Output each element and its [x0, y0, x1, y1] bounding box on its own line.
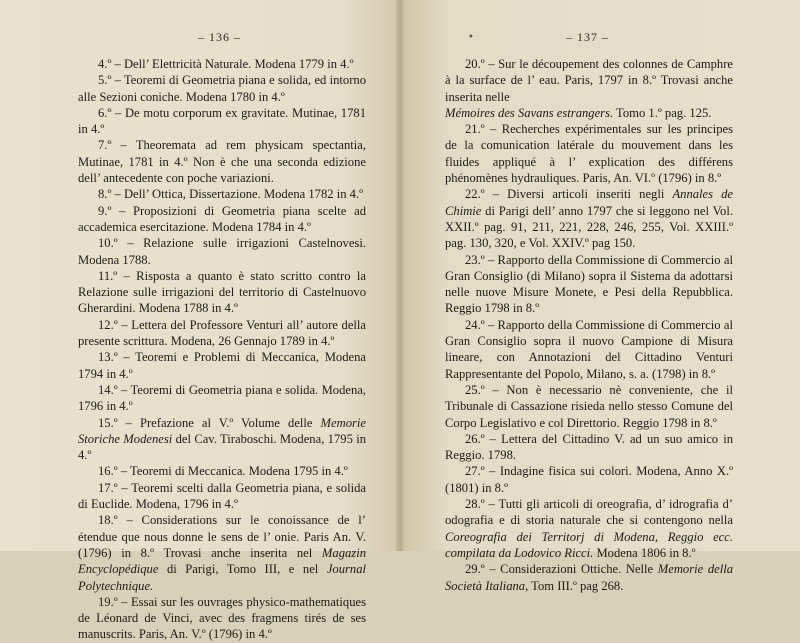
- bibliography-entry: [78, 382, 366, 415]
- bibliography-entry: [445, 463, 733, 496]
- entry-text: 17.º – Teoremi scelti dalla Geometria piana, e solida di Euclide. Modena, 1796 in 4.º: [78, 480, 366, 512]
- entry-text: 8.º – Dell’ Ottica, Dissertazione. Modena 1782 in 4.º: [98, 187, 363, 202]
- entry-text: 14.º – Teoremi di Geometria piana e solida. Modena, 1796 in 4.º: [78, 382, 366, 414]
- entry-title-italic: Memorie della Società Italiana,: [445, 562, 734, 593]
- bibliography-entry: [445, 431, 733, 464]
- entry-text: 24.º – Rapporto della Commissione di Commercio al Gran Consiglio sopra il nuovo Campione di Misura lineare, con Annotazioni del Cittadino Venturi Rappresentante del Popolo, Milano, s. a. (1798) in 8.º: [445, 317, 733, 381]
- entry-text: 28.º – Tutti gli articoli di oreografia, d’ idrografia d’ odografia e di storia naturale che si contengono nella: [445, 497, 733, 528]
- entry-text: Tomo 1.º pag. 125.: [613, 105, 712, 120]
- bibliography-entry: [445, 561, 733, 594]
- bibliography-entry: [78, 105, 366, 138]
- bibliography-entry: [78, 463, 366, 479]
- entry-text: 15.º – Prefazione al V.º Volume delle: [98, 415, 321, 430]
- bibliography-entry: [78, 137, 366, 186]
- entry-text: 4.º – Dell’ Elettricità Naturale. Modena 1779 in 4.º: [98, 57, 354, 71]
- bibliography-entry: [78, 349, 366, 382]
- bibliography-entry: [78, 186, 366, 202]
- entry-text: 20.º – Sur le découpement des colonnes de Camphre à la surface de l’ eau. Paris, 1797 in 8.º Trovasi anche inserita nelle: [445, 57, 733, 104]
- entry-text: Modena 1806 in 8.º: [593, 545, 696, 560]
- bibliography-entry: [445, 105, 733, 121]
- entry-text: 29.º – Considerazioni Ottiche. Nelle: [465, 562, 658, 577]
- bibliography-entry: [78, 268, 366, 317]
- entry-text: 25.º – Non è necessario nè conveniente, che il Tribunale di Cassazione risieda nello stesso Comune del Corpo Legislativo e col Direttorio. Reggio 1798 in 8.º: [445, 382, 733, 430]
- right-page: [400, 0, 800, 593]
- entry-text: Tom III.º pag 268.: [528, 578, 624, 593]
- entry-title-italic: Mémoires des Savans estrangers.: [445, 105, 614, 120]
- entry-text: 18.º – Considerations sur le conoissance de l’ étendue que nous donne le sens de l’ onie. Paris An. V. (1796) in 8.º Trovasi anche inserita nel: [78, 513, 366, 560]
- entry-text: 23.º – Rapporto della Commissione di Commercio al Gran Consiglio (di Milano) sopra il Sistema da adottarsi nelle nuove Misure Monete, e Pesi della Repubblica. Reggio 1798 in 8.º: [445, 252, 733, 316]
- entry-text: 7.º – Theoremata ad rem physicam spectantia, Mutinae, 1781 in 4.º Non è che una seconda edizione dell’ antecedente con poche variazioni.: [78, 138, 366, 186]
- entry-text: 10.º – Relazione sulle irrigazioni Castelnovesi. Modena 1788.: [78, 236, 366, 267]
- bibliography-entry: [78, 72, 366, 105]
- entry-text: 6.º – De motu corporum ex gravitate. Mutinae, 1781 in 4.º: [78, 105, 366, 137]
- bibliography-entry: [445, 382, 733, 431]
- bibliography-entry: [78, 512, 366, 593]
- entry-title-italic: Journal Polytechnique.: [78, 562, 366, 593]
- book-gutter: [396, 0, 404, 551]
- entry-text: 19.º – Essai sur les ouvrages physico-mathematiques de Léonard de Vinci, avec des fragmens tirés de ses manuscrits. Paris, An. V.º (1796) in 4.º: [78, 594, 366, 642]
- bibliography-entry: [445, 252, 733, 317]
- bibliography-entry: [78, 594, 366, 643]
- entry-text: 27.º – Indagine fisica sui colori. Modena, Anno X.º (1801) in 8.º: [445, 464, 733, 495]
- bibliography-entry: [78, 415, 366, 464]
- entry-text: di Parigi, Tomo III, e nel: [158, 562, 327, 577]
- page-number: – 136 –: [198, 30, 241, 44]
- page-number: – 137 –: [566, 30, 609, 44]
- entry-text: 5.º – Teoremi di Geometria piana e solida, ed intorno alle Sezioni coniche. Modena 1780 in 4.º: [78, 73, 366, 104]
- entry-text: 11.º – Risposta a quanto è stato scritto contro la Relazione sulle irrigazioni del territorio di Castelnuovo Gherardini. Modena 1788 in 4.º: [78, 268, 366, 316]
- bibliography-entry: [445, 317, 733, 382]
- bibliography-entry: [445, 121, 733, 186]
- entry-list: [78, 56, 366, 643]
- bibliography-entry: [445, 56, 733, 105]
- left-page: [0, 0, 400, 642]
- entry-text: 9.º – Proposizioni di Geometria piana scelte ad accademica esercitazione. Modena 1784 in 4.º: [78, 203, 366, 234]
- bibliography-entry: [78, 203, 366, 236]
- entry-text: 26.º – Lettera del Cittadino V. ad un suo amico in Reggio. 1798.: [445, 431, 733, 463]
- entry-text: 13.º – Teoremi e Problemi di Meccanica, Modena 1794 in 4.º: [78, 350, 366, 381]
- bibliography-entry: [445, 186, 733, 251]
- bibliography-entry: [78, 317, 366, 350]
- entry-list: [445, 56, 733, 594]
- entry-text: del Cav. Tiraboschi. Modena, 1795 in 4.º: [78, 431, 366, 463]
- entry-title-italic: Magazin Encyclopédique: [78, 545, 366, 577]
- entry-text: di Parigi dell’ anno 1797 che si leggono nel Vol. XXII.º pag. 91, 211, 221, 228, 246, 255, Vol. XXIII.º pag. 130, 320, e Vol. XXIV.º pag 150.: [445, 203, 733, 251]
- bibliography-entry: [78, 56, 366, 72]
- entry-title-italic: Coreografia dei Territorj di Modena, Reggio ecc. compilata da Lodovico Ricci.: [445, 529, 733, 560]
- bibliography-entry: [78, 235, 366, 268]
- bibliography-entry: [445, 496, 733, 561]
- entry-title-italic: Memorie Storiche Modenesi: [78, 415, 366, 446]
- page-mark: •: [468, 32, 474, 43]
- entry-title-italic: Annales de Chimie: [445, 187, 734, 218]
- bibliography-entry: [78, 480, 366, 513]
- entry-text: 16.º – Teoremi di Meccanica. Modena 1795 in 4.º: [98, 464, 348, 479]
- entry-text: 22.º – Diversi articoli inseriti negli: [465, 187, 673, 202]
- entry-text: 21.º – Recherches expérimentales sur les principes de la comunication latérale du mouvement dans les fluides appliqué à l’ explication des différens phénomènes hydrauliques. Paris, An. VI.º (1796) in 8.º: [445, 122, 733, 186]
- entry-text: 12.º – Lettera del Professore Venturi all’ autore della presente scrittura. Modena, 26 Gennajo 1789 in 4.º: [78, 317, 366, 349]
